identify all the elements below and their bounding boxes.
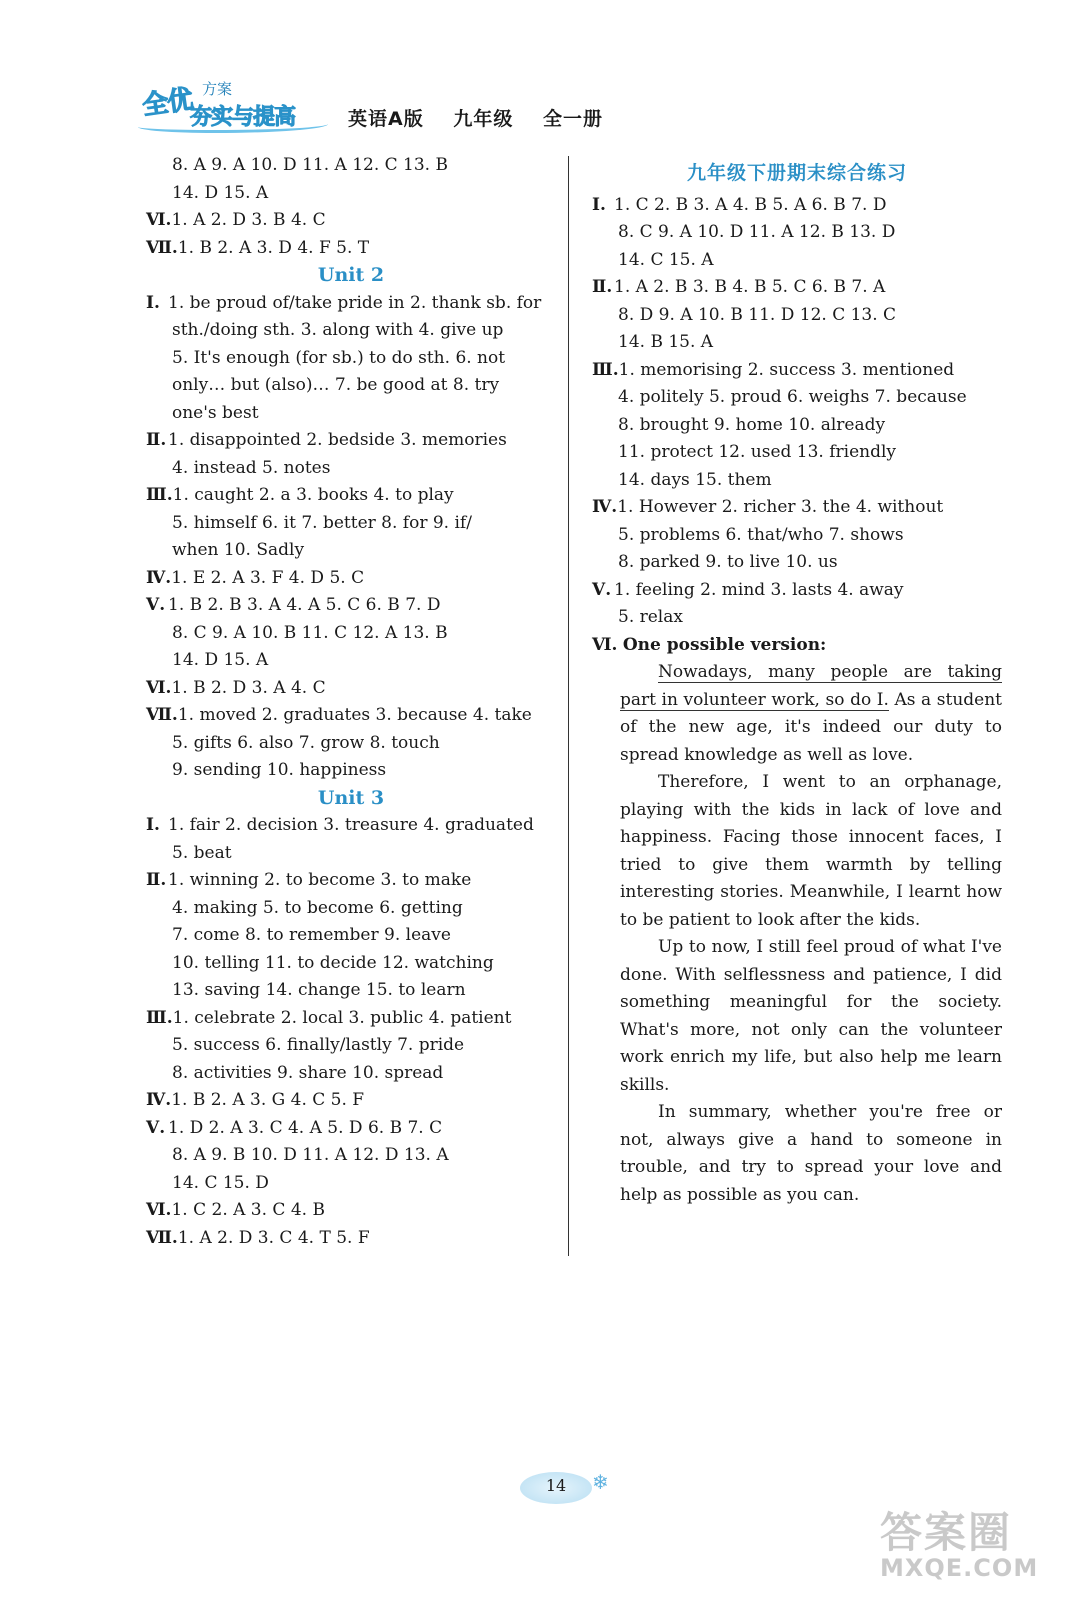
answer-line [592,577,1002,605]
answer-text: 1. D 2. A 3. C 4. A 5. D 6. B 7. C [168,1117,443,1138]
answer-line [592,192,1002,220]
roman-numeral: Ⅵ. [592,634,618,655]
roman-numeral: Ⅵ. [146,677,172,698]
unit-heading: Unit 2 [317,264,385,286]
answer-line: 8. D 9. A 10. B 11. D 12. C 13. C [618,304,897,325]
column-divider [568,156,569,1256]
answer-line: 8. brought 9. home 10. already [618,414,886,435]
answer-line: 7. come 8. to remember 9. leave [172,925,451,945]
series-logo [138,78,338,133]
essay-paragraph-4: In summary, whether you're free or not, always give a hand to someone in trouble, and try to spread your love and help as possible as you can. [620,1102,1002,1205]
book-title [348,104,625,131]
answer-text: 1. be proud of/take pride in 2. thank sb. for [168,292,542,313]
answer-text: 1. moved 2. graduates 3. because 4. take [177,705,532,725]
answer-line [592,357,1002,385]
answer-line: 8. A 9. A 10. D 11. A 12. C 13. B [172,155,448,175]
answer-text: 1. B 2. A 3. D 4. F 5. T [177,237,370,258]
answer-text: 1. caught 2. a 3. books 4. to play [172,485,454,505]
answer-line: when 10. Sadly [172,540,305,560]
answer-line: 14. C 15. D [172,1172,269,1193]
roman-numeral: Ⅳ. [592,497,618,517]
answer-line [146,1005,556,1033]
page-number: 14 [545,1476,567,1495]
answer-line: 5. himself 6. it 7. better 8. for 9. if/ [172,512,472,533]
logo-swoosh [138,118,328,133]
right-answer-lines [592,192,1002,632]
answer-line: 9. sending 10. happiness [172,760,387,780]
answer-line [146,235,556,263]
answer-line [146,592,556,620]
answer-line [146,702,556,730]
roman-numeral: Ⅶ. [146,705,178,725]
answer-text: 1. winning 2. to become 3. to make [168,870,472,890]
roman-numeral: Ⅳ. [146,1090,172,1110]
roman-numeral: Ⅴ. [592,579,612,600]
essay-paragraph-3: Up to now, I still feel proud of what I've done. With selflessness and patience, I did something meaningful for the society. What's more, not only can the volunteer work enrich my life, but also help me learn skills. [620,937,1002,1095]
answer-line: 13. saving 14. change 15. to learn [172,980,466,1000]
book-volume: 全一册 [542,108,603,130]
answer-text: 1. feeling 2. mind 3. lasts 4. away [614,579,904,600]
answer-line [146,675,556,703]
answer-text: 1. B 2. B 3. A 4. A 5. C 6. B 7. D [168,595,441,615]
answer-line: 5. gifts 6. also 7. grow 8. touch [172,732,440,753]
roman-numeral: Ⅴ. [146,1117,166,1138]
answer-text: 1. A 2. D 3. C 4. T 5. F [177,1227,370,1248]
answer-line: 4. making 5. to become 6. getting [172,897,463,918]
answer-line [146,427,556,455]
answer-line [592,274,1002,302]
logo-text-3: 夯实与提高 [190,105,296,130]
answer-text: 1. A 2. B 3. B 4. B 5. C 6. B 7. A [614,277,886,297]
answer-text: 1. disappointed 2. bedside 3. memories [168,430,507,450]
book-name: 英语A版 [348,108,424,130]
watermark-bottom: MXQE.COM [880,1554,1039,1582]
answer-line: only… but (also)… 7. be good at 8. try [172,375,500,395]
answer-line: 14. D 15. A [172,182,269,203]
book-grade: 九年级 [453,108,514,130]
answer-line [146,1225,556,1253]
answer-line [592,494,1002,522]
answer-line [146,812,556,840]
roman-numeral: Ⅲ. [146,1007,173,1028]
answer-text: 1. C 2. A 3. C 4. B [171,1200,325,1220]
page-header [138,78,1038,138]
answer-line: 5. It's enough (for sb.) to do sth. 6. not [172,347,506,368]
answer-line [146,290,556,318]
answer-line: 8. C 9. A 10. D 11. A 12. B 13. D [618,222,896,242]
answer-line: 4. instead 5. notes [172,457,331,478]
roman-numeral: Ⅵ. [146,1200,172,1220]
model-essay-heading [592,632,1002,660]
essay-paragraph-2: Therefore, I went to an orphanage, playing with the kids in lack of love and happiness. Facing those innocent faces, I tried to give them warmth by telling interesting stories. Meanwhile, I learnt how to be patient to look after the kids. [620,772,1002,930]
answer-line: 5. beat [172,842,232,863]
roman-numeral: Ⅲ. [592,359,619,380]
left-column [146,152,556,1252]
answer-line: 11. protect 12. used 13. friendly [618,442,897,462]
answer-line: 5. relax [618,607,683,627]
answer-line: 14. D 15. A [172,650,269,670]
watermark-top: 答案圈 [880,1508,1013,1557]
answer-line: 8. activities 9. share 10. spread [172,1062,444,1083]
essay-underlined-sentence: Nowadays, many people are taking part in volunteer work, so do I. [620,662,1002,710]
answer-text: 1. E 2. A 3. F 4. D 5. C [171,567,365,588]
answer-text: 1. However 2. richer 3. the 4. without [617,497,944,517]
answer-text: 1. A 2. D 3. B 4. C [171,210,326,230]
answer-line: 14. B 15. A [618,332,714,352]
right-column [592,160,1002,1209]
roman-numeral: Ⅰ. [146,292,160,313]
answer-text: 1. fair 2. decision 3. treasure 4. graduated [168,815,534,835]
answer-line: 8. C 9. A 10. B 11. C 12. A 13. B [172,622,448,643]
answer-text: 1. celebrate 2. local 3. public 4. patient [172,1007,512,1028]
answer-line: 14. C 15. A [618,249,714,270]
watermark [880,1500,1060,1580]
answer-line: one's best [172,402,259,423]
roman-numeral: Ⅰ. [146,815,160,835]
page-footer [520,1468,630,1508]
answer-line [146,565,556,593]
roman-numeral: Ⅶ. [146,1227,178,1248]
answer-line: sth./doing sth. 3. along with 4. give up [172,320,504,340]
answer-line [146,867,556,895]
logo-text-1: 全优 [140,84,195,122]
answer-line: 5. problems 6. that/who 7. shows [618,524,904,545]
answer-line [146,1087,556,1115]
unit-heading: Unit 3 [317,786,385,809]
roman-numeral: Ⅱ. [146,430,167,450]
roman-numeral: Ⅳ. [146,567,172,588]
answer-line [146,482,556,510]
model-label: One possible version: [622,634,827,655]
answer-line: 8. parked 9. to live 10. us [618,552,838,572]
answer-text: 1. B 2. A 3. G 4. C 5. F [171,1090,365,1110]
answer-line [146,1115,556,1143]
roman-numeral: Ⅶ. [146,237,178,258]
section-title: 九年级下册期末综合练习 [686,162,907,184]
essay-paragraph-1 [592,659,1002,769]
answer-line: 8. A 9. B 10. D 11. A 12. D 13. A [172,1145,449,1165]
answer-line [146,207,556,235]
roman-numeral: Ⅵ. [146,210,172,230]
answer-text: 1. memorising 2. success 3. mentioned [618,359,955,380]
answer-text: 1. B 2. D 3. A 4. C [171,677,326,698]
roman-numeral: Ⅲ. [146,485,173,505]
roman-numeral: Ⅰ. [592,194,606,215]
logo-text-2: 方案 [202,80,233,98]
answer-line: 5. success 6. finally/lastly 7. pride [172,1035,465,1055]
answer-text: 1. C 2. B 3. A 4. B 5. A 6. B 7. D [614,194,887,215]
essay-paragraph-1-rest: As a student of the new age, it's indeed our duty to spread knowledge as well as love. [620,689,1003,765]
roman-numeral: Ⅴ. [146,595,166,615]
answer-line: 10. telling 11. to decide 12. watching [172,952,494,973]
answer-line: 14. days 15. them [618,469,772,490]
snowflake-icon: ❄ [592,1470,609,1494]
answer-line [146,1197,556,1225]
roman-numeral: Ⅱ. [146,870,167,890]
answer-line: 4. politely 5. proud 6. weighs 7. because [618,387,967,407]
roman-numeral: Ⅱ. [592,277,613,297]
